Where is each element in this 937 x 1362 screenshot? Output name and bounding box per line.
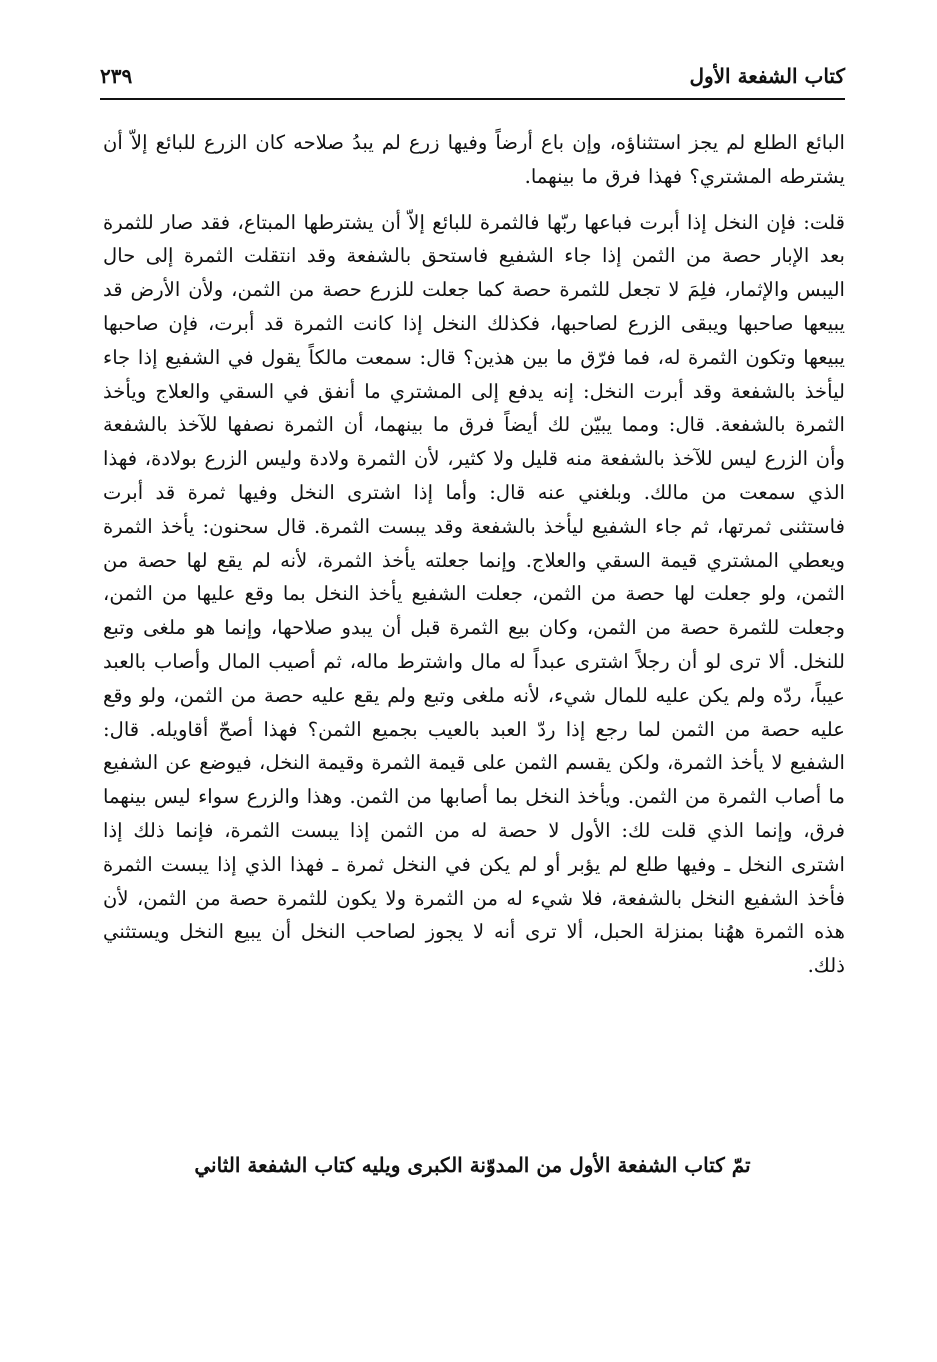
running-header [100,58,845,100]
body-text [103,126,845,983]
paragraph-question-answer: قلت: فإن النخل إذا أبرت فباعها ربّها فالثمرة للبائع إلاّ أن يشترطها المبتاع، فقد صار للثمرة بعد الإبار حصة من الثمن إذا جاء الشفيع فاستحق بالشفعة وقد انتقلت الثمرة إلى حال اليبس والإثمار، فلِمَ لا تجعل للثمرة حصة كما جعلت للزرع حصة من الثمن، ولأن الأرض قد يبيعها صاحبها ويبقى الزرع لصاحبها، فكذلك النخل إذا كانت الثمرة قد أبرت، فإن صاحبها يبيعها وتكون الثمرة له، فما فرّق ما بين هذين؟ قال: سمعت مالكاً يقول في الشفيع إذا جاء ليأخذ بالشفعة وقد أبرت النخل: إنه يدفع إلى المشتري ما أنفق في السقي والعلاج ويأخذ الثمرة بالشفعة. قال: ومما يبيّن لك أيضاً فرق ما بينهما، أن الثمرة نصفها للآخذ بالشفعة وأن الزرع ليس للآخذ بالشفعة منه قليل ولا كثير، لأن الثمرة ولادة وليس الزرع بولادة، فهذا الذي سمعت من مالك. وبلغني عنه قال: وأما إذا اشترى النخل وفيها ثمرة قد أبرت فاستثنى ثمرتها، ثم جاء الشفيع ليأخذ بالشفعة وقد يبست الثمرة. قال سحنون: يأخذ الثمرة ويعطي المشتري قيمة السقي والعلاج. وإنما جعلته يأخذ الثمرة، لأنه لم يقع لها حصة من الثمن، ولو جعلت لها حصة من الثمن، جعلت الشفيع يأخذ النخل بما وقع عليها من الثمن، وجعلت للثمرة حصة من الثمن، وكان بيع الثمرة قبل أن يبدو صلاحها، وإنما هو ملغى وتبع للنخل. ألا ترى لو أن رجلاً اشترى عبداً له مال واشترط ماله، ثم أصيب المال وأصاب بالعبد عيباً، ردّه ولم يكن عليه للمال شيء، لأنه ملغى وتبع ولم يقع عليه حصة من الثمن، ولو وقع عليه حصة من الثمن لما رجع إذا ردّ العبد بالعيب بجميع الثمن؟ فهذا أصحّ أقاويله. قال: الشفيع لا يأخذ الثمرة، ولكن يقسم الثمن على قيمة الثمرة وقيمة النخل، فيوضع عن الشفيع ما أصاب الثمرة من الثمن. ويأخذ النخل بما أصابها من الثمن. وهذا والزرع سواء ليس بينهما فرق، وإنما الذي قلت لك: الأول لا حصة له من الثمن إذا يبست الثمرة، فإنما ذلك إذا اشترى النخل ـ وفيها طلع لم يؤبر أو لم يكن في النخل ثمرة ـ فهذا الذي إذا يبست الثمرة فأخذ الشفيع النخل بالشفعة، فلا شيء له من الثمرة ولا يكون للثمرة حصة من الثمن، لأن هذه الثمرة ههُنا بمنزلة الحبل، ألا ترى أنه لا يجوز لصاحب النخل أن يبيع النخل ويستثني ذلك. [103,210,845,978]
page-number: ٢٣٩ [100,64,133,88]
book-title: كتاب الشفعة الأول [689,64,845,88]
paragraph-continuation: البائع الطلع لم يجز استثناؤه، وإن باع أرضاً وفيها زرع لم يبدُ صلاحه كان الزرع للبائع إلاّ أن يشترطه المشتري؟ فهذا فرق ما بينهما. [103,131,845,188]
closing-colophon: تمّ كتاب الشفعة الأول من المدوّنة الكبرى ويليه كتاب الشفعة الثاني [194,1153,751,1177]
